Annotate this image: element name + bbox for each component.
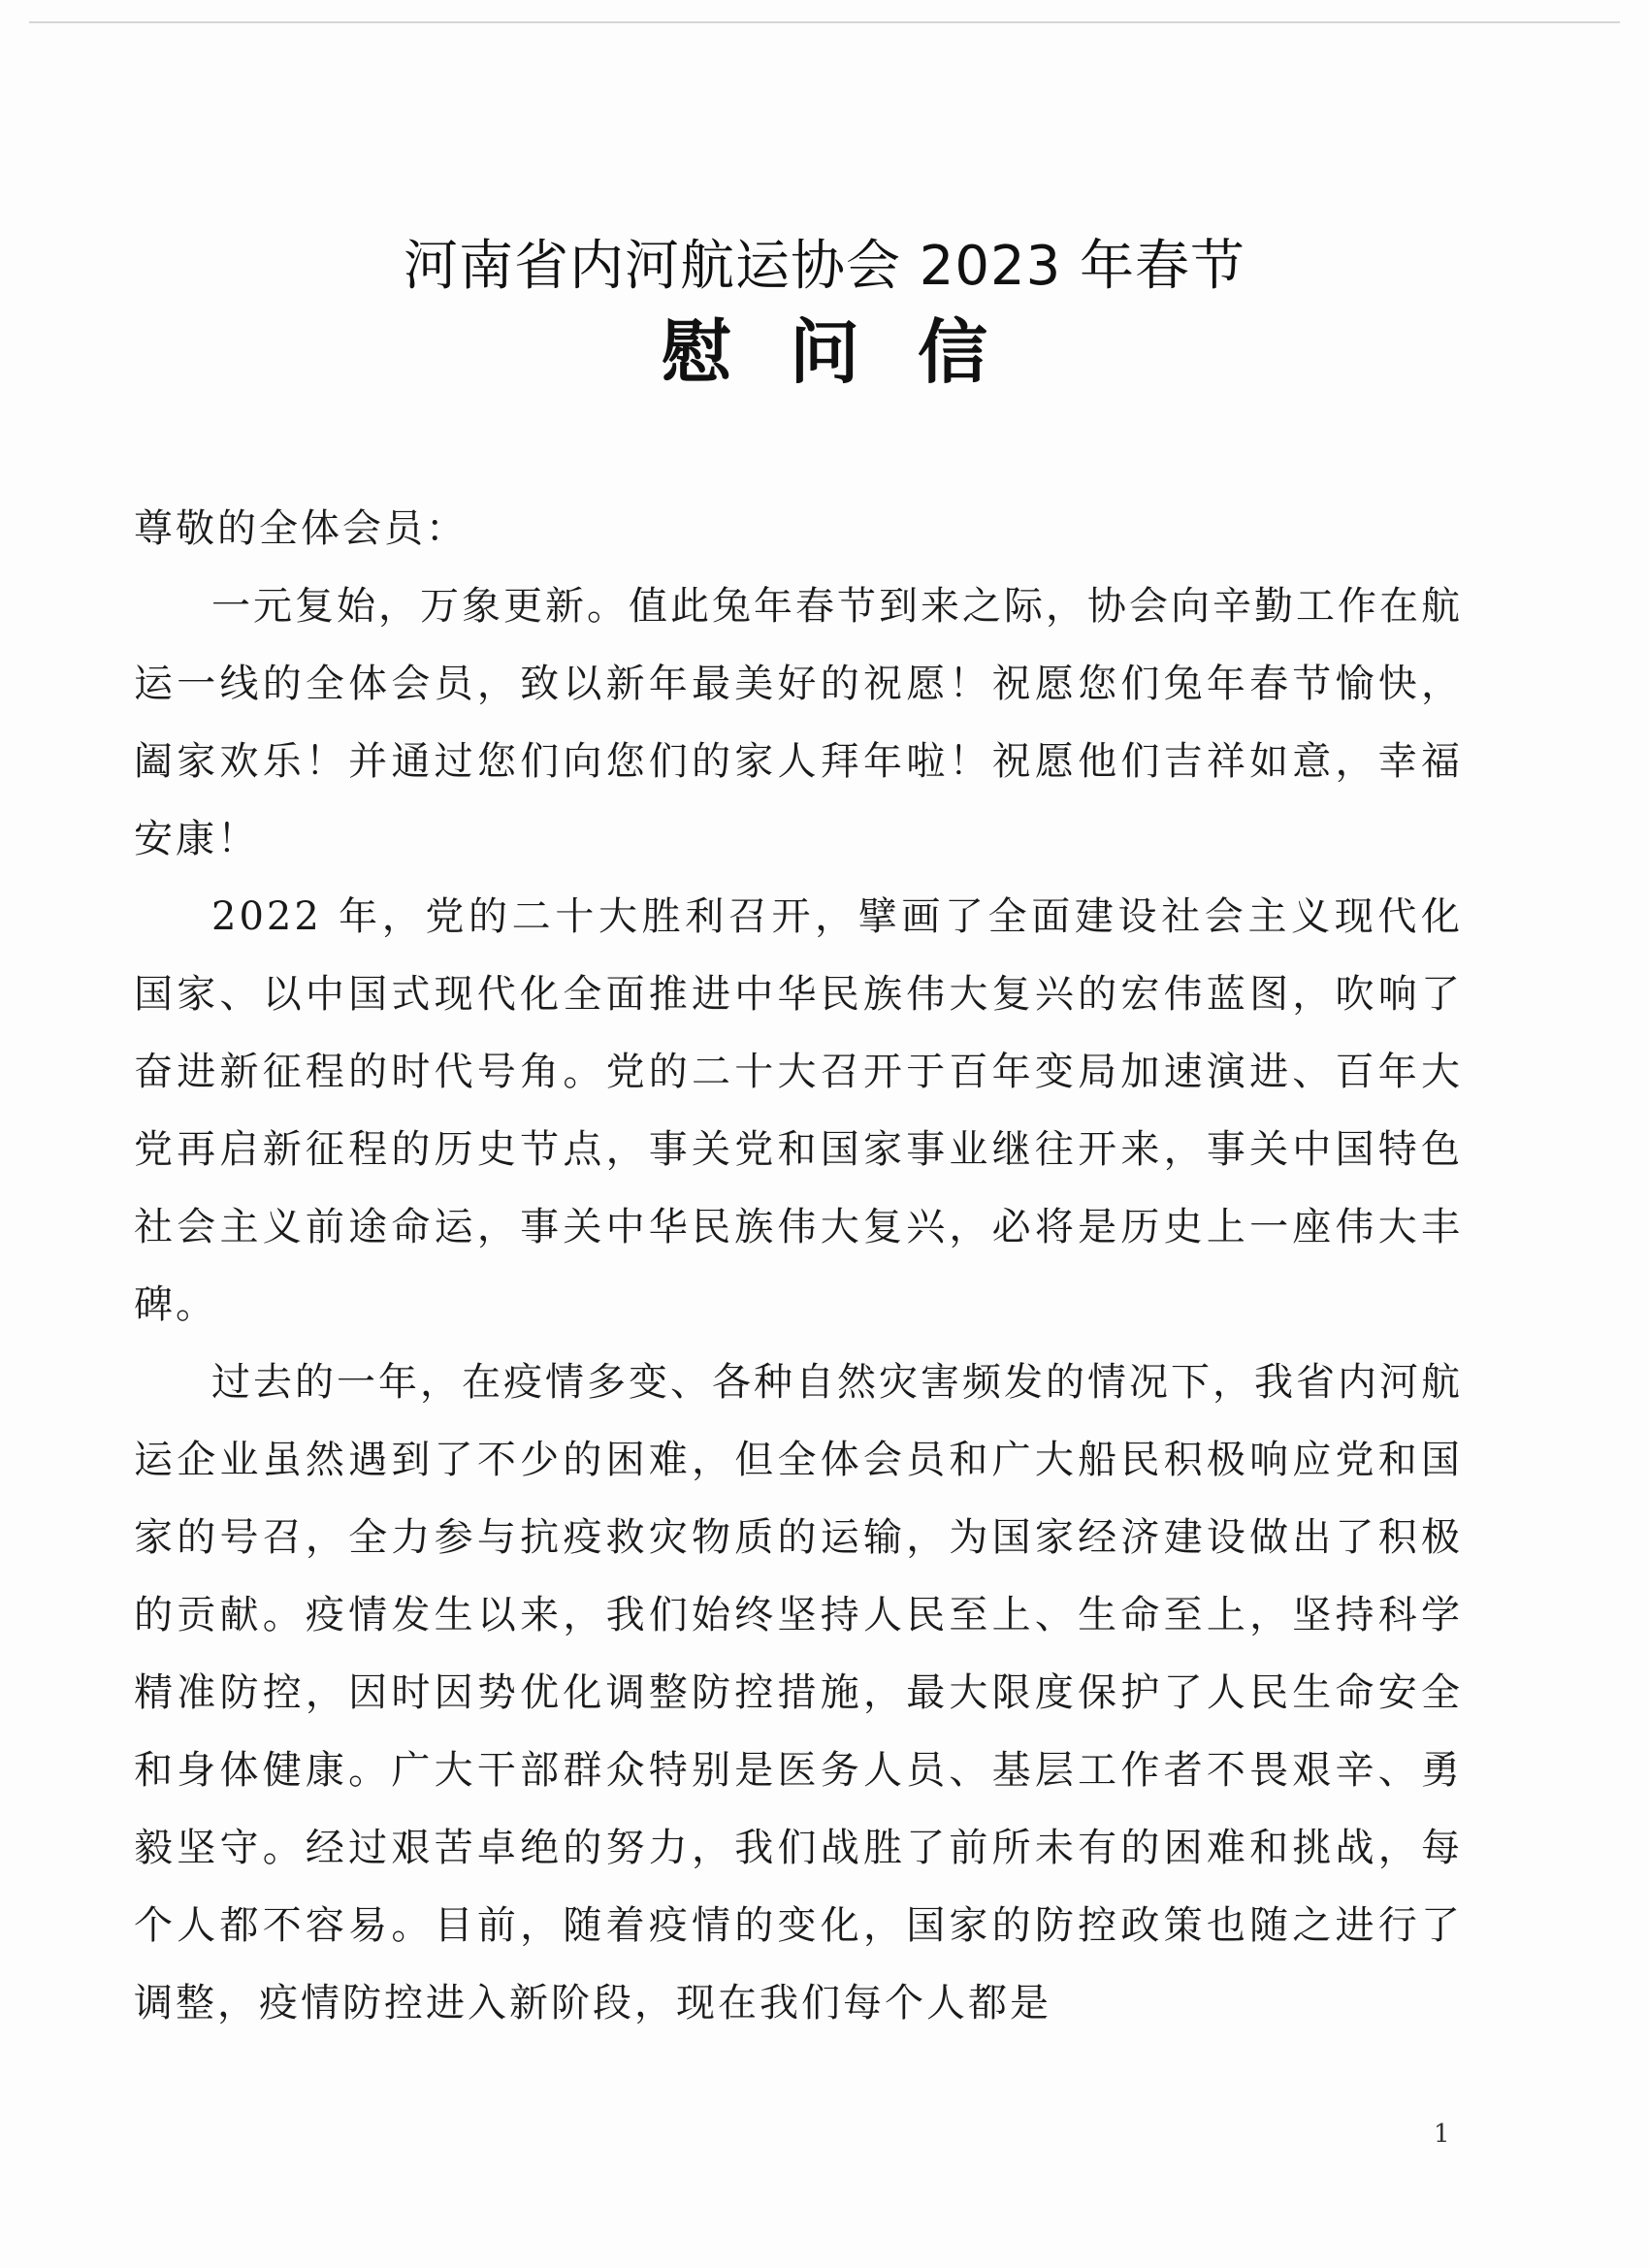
- paragraph-2: 2022 年，党的二十大胜利召开，擘画了全面建设社会主义现代化国家、以中国式现代化全面推进中华民族伟大复兴的宏伟蓝图，吹响了奋进新征程的时代号角。党的二十大召开于百年变局加速演进、百年大党再启新征程的历史节点，事关党和国家事业继往开来，事关中国特色社会主义前途命运，事关中华民族伟大复兴，必将是历史上一座伟大丰碑。: [134, 894, 1463, 1327]
- scan-edge-line: [29, 21, 1620, 23]
- letter-body: [134, 490, 1463, 2042]
- letter-subtitle: 慰问信: [661, 311, 1046, 393]
- paragraph-1: 一元复始，万象更新。值此兔年春节到来之际，协会向辛勤工作在航运一线的全体会员，致以新年最美好的祝愿！祝愿您们兔年春节愉快，阖家欢乐！并通过您们向您们的家人拜年啦！祝愿他们吉祥如意，幸福安康！: [134, 584, 1463, 861]
- salutation: 尊敬的全体会员：: [134, 506, 468, 551]
- page-number: 1: [1434, 2120, 1450, 2149]
- letter-title: 河南省内河航运协会 2023 年春节: [403, 235, 1246, 298]
- paragraph-3: 过去的一年，在疫情多变、各种自然灾害频发的情况下，我省内河航运企业虽然遇到了不少的困难，但全体会员和广大船民积极响应党和国家的号召，全力参与抗疫救灾物质的运输，为国家经济建设做出了积极的贡献。疫情发生以来，我们始终坚持人民至上、生命至上，坚持科学精准防控，因时因势优化调整防控措施，最大限度保护了人民生命安全和身体健康。广大干部群众特别是医务人员、基层工作者不畏艰辛、勇毅坚守。经过艰苦卓绝的努力，我们战胜了前所未有的困难和挑战，每个人都不容易。目前，随着疫情的变化，国家的防控政策也随之进行了调整，疫情防控进入新阶段，现在我们每个人都是: [134, 1360, 1463, 2025]
